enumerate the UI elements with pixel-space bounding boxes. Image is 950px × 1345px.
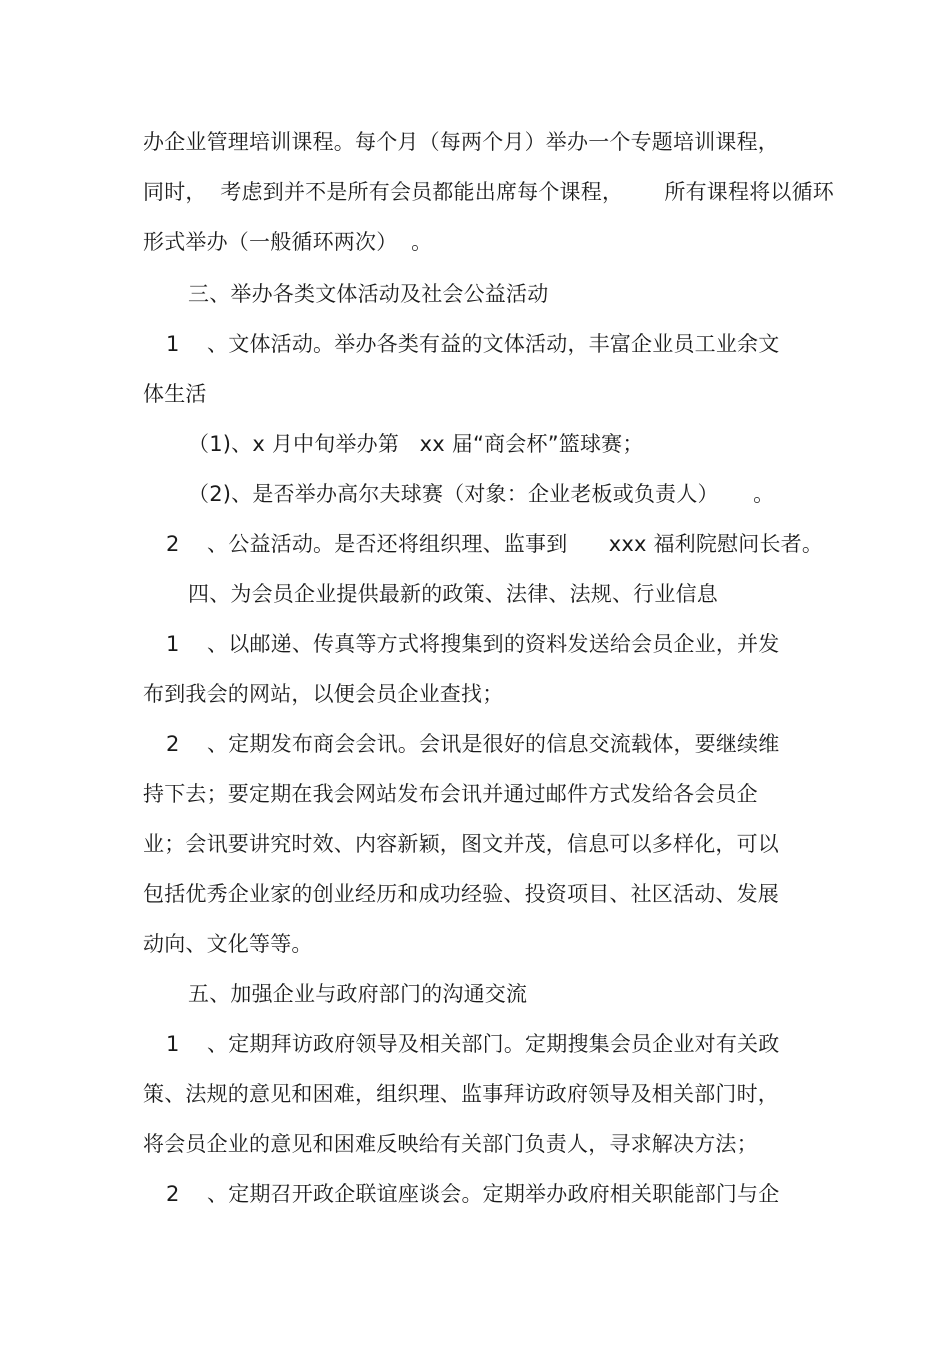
section-heading: 五、加强企业与政府部门的沟通交流 (188, 982, 528, 1006)
text-line: 形式举办（一般循环两次） 。 (143, 230, 433, 254)
text-line: 动向、文化等等。 (143, 932, 313, 956)
text-line: 策、法规的意见和困难，组织理、监事拜访政府领导及相关部门时， (143, 1082, 779, 1106)
list-item: 1 、文体活动。举办各类有益的文体活动，丰富企业员工业余文 (166, 332, 780, 356)
list-item: 1 、定期拜访政府领导及相关部门。定期搜集会员企业对有关政 (166, 1032, 780, 1056)
text-line: 持下去；要定期在我会网站发布会讯并通过邮件方式发给各会员企 (143, 782, 758, 806)
list-item: （1)、x 月中旬举办第 xx 届“商会杯”篮球赛； (188, 432, 644, 456)
list-item: 2 、定期发布商会会讯。会讯是很好的信息交流载体，要继续维 (166, 732, 780, 756)
list-item: 1 、以邮递、传真等方式将搜集到的资料发送给会员企业，并发 (166, 632, 780, 656)
text-line: 同时， 考虑到并不是所有会员都能出席每个课程， 所有课程将以循环 (143, 180, 834, 204)
section-heading: 三、举办各类文体活动及社会公益活动 (188, 282, 549, 306)
text-line: 业；会讯要讲究时效、内容新颖，图文并茂，信息可以多样化，可以 (143, 832, 779, 856)
list-item: 2 、公益活动。是否还将组织理、监事到 xxx 福利院慰问长者。 (166, 532, 824, 556)
section-heading: 四、为会员企业提供最新的政策、法律、法规、行业信息 (188, 582, 718, 606)
list-item: （2)、是否举办高尔夫球赛（对象：企业老板或负责人） 。 (188, 482, 775, 506)
text-line: 布到我会的网站，以便会员企业查找； (143, 682, 504, 706)
text-line: 将会员企业的意见和困难反映给有关部门负责人，寻求解决方法； (143, 1132, 758, 1156)
list-item: 2 、定期召开政企联谊座谈会。定期举办政府相关职能部门与企 (166, 1182, 780, 1206)
text-line: 包括优秀企业家的创业经历和成功经验、投资项目、社区活动、发展 (143, 882, 779, 906)
text-line: 办企业管理培训课程。每个月（每两个月）举办一个专题培训课程， (143, 130, 779, 154)
text-line: 体生活 (143, 382, 207, 406)
